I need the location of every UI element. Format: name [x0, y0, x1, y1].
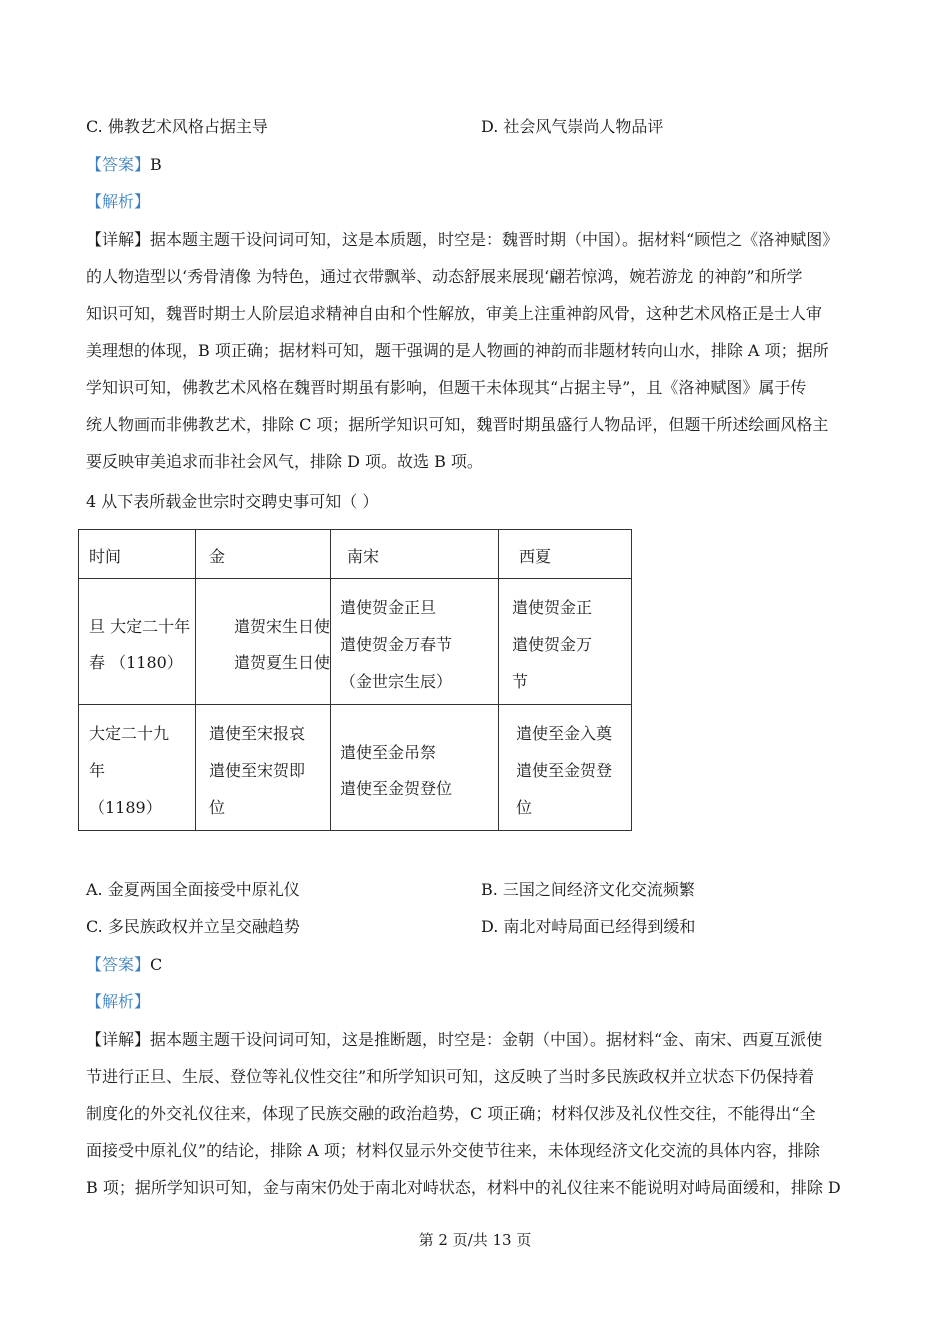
- detail-line: 学知识可知，佛教艺术风格在魏晋时期虽有影响，但题干未体现其“占据主导”，且《洛神赋图》属于传: [86, 378, 807, 397]
- detail-line: 节进行正旦、生辰、登位等礼仪性交往”和所学知识可知，这反映了当时多民族政权并立状态下仍保持着: [86, 1067, 815, 1086]
- detail-line: 美理想的体现，B 项正确；据材料可知，题干强调的是人物画的神韵而非题材转向山水，排除 A 项；据所: [86, 341, 829, 360]
- answer-value: C: [150, 955, 163, 974]
- detail-line: 制度化的外交礼仪往来，体现了民族交融的政治趋势，C 项正确；材料仅涉及礼仪性交往，不能得出“全: [86, 1104, 816, 1123]
- option-d: D. 南北对峙局面已经得到缓和: [481, 917, 696, 936]
- jin-cell: 遣使至宋报哀 遣使至宋贺即 位: [196, 705, 331, 831]
- diplomacy-table: [78, 529, 632, 831]
- jin-cell: 遣贺宋生日使 遣贺夏生日使: [196, 579, 331, 705]
- time-cell: 旦 大定二十年 春 （1180）: [79, 579, 196, 705]
- detail-line: B 项；据所学知识可知，金与南宋仍处于南北对峙状态，材料中的礼仪往来不能说明对峙局面缓和，排除 D: [86, 1178, 841, 1197]
- xia-cell: 遣使至金入奠 遣使至金贺登 位: [499, 705, 632, 831]
- header-cell: 西夏: [499, 530, 632, 579]
- header-cell: 时间: [79, 530, 196, 579]
- detail-line: 的人物造型以‘秀骨清像 为特色，通过衣带飘举、动态舒展来展现‘翩若惊鸿，婉若游龙 的神韵”和所学: [86, 267, 803, 286]
- song-cell: 遣使至金吊祭 遣使至金贺登位: [331, 705, 499, 831]
- detail-line: 【详解】据本题主题干设问词可知，这是推断题，时空是：金朝（中国）。据材料“金、南宋、西夏互派使: [86, 1030, 823, 1049]
- question-stem: 4 从下表所载金世宗时交聘史事可知（ ）: [86, 492, 379, 511]
- page-number: 第 2 页/共 13 页: [418, 1231, 532, 1249]
- xia-cell: 遣使贺金正 遣使贺金万 节: [499, 579, 632, 705]
- detail-tag: 【详解】: [86, 1030, 151, 1049]
- header-cell: 金: [196, 530, 331, 579]
- table-header-row: [79, 530, 632, 579]
- detail-line: 【详解】据本题主题干设问词可知，这是本质题，时空是：魏晋时期（中国）。据材料“顾恺之《洛神赋图》: [86, 230, 839, 249]
- time-cell: 大定二十九 年 （1189）: [79, 705, 196, 831]
- detail-line: 统人物画而非佛教艺术，排除 C 项；据所学知识可知，魏晋时期虽盛行人物品评，但题干所述绘画风格主: [86, 415, 829, 434]
- detail-line: 面接受中原礼仪”的结论，排除 A 项；材料仅显示外交使节往来，未体现经济文化交流的具体内容，排除: [86, 1141, 820, 1160]
- analysis-tag: 【解析】: [86, 992, 151, 1011]
- song-cell: 遣使贺金正旦 遣使贺金万春节 （金世宗生辰）: [331, 579, 499, 705]
- table-row: [79, 705, 632, 831]
- header-cell: 南宋: [331, 530, 499, 579]
- answer-tag: 【答案】: [86, 155, 151, 174]
- table-row: [79, 579, 632, 705]
- answer-line: [86, 955, 162, 975]
- answer-value: B: [150, 155, 162, 174]
- analysis-tag: 【解析】: [86, 192, 151, 211]
- answer-tag: 【答案】: [86, 955, 151, 974]
- detail-line: 要反映审美追求而非社会风气，排除 D 项。故选 B 项。: [86, 452, 483, 471]
- answer-line: [86, 155, 162, 175]
- option-b: B. 三国之间经济文化交流频繁: [481, 880, 695, 899]
- option-c: C. 佛教艺术风格占据主导: [86, 117, 268, 136]
- option-a: A. 金夏两国全面接受中原礼仪: [86, 880, 300, 899]
- detail-line: 知识可知，魏晋时期士人阶层追求精神自由和个性解放，审美上注重神韵风骨，这种艺术风格正是士人审: [86, 304, 823, 323]
- option-d: D. 社会风气崇尚人物品评: [481, 117, 664, 136]
- detail-tag: 【详解】: [86, 230, 151, 249]
- option-c: C. 多民族政权并立呈交融趋势: [86, 917, 300, 936]
